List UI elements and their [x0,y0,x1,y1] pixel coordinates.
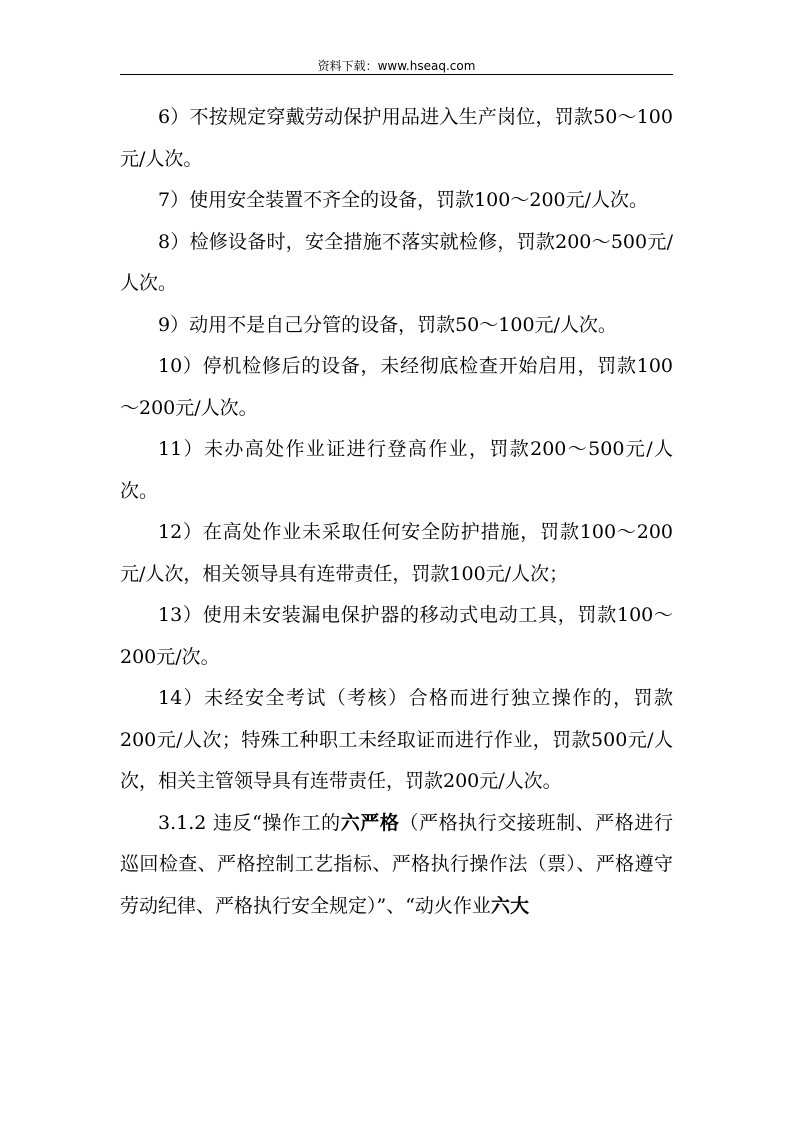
rule-item-13: 13）使用未安装漏电保护器的移动式电动工具，罚款100～200元/次。 [120,604,673,668]
rule-item-12: 12）在高处作业未采取任何安全防护措施，罚款100～200元/人次，相关领导具有连带责任，罚款100元/人次； [120,521,673,585]
section-bold-2: 六大 [490,894,529,917]
section-text-2: （严格执行交接班制、严格进行巡回检查、严格控制工艺指标、严格执行操作法（票）、严格遵守劳动纪律、严格执行安全规定）”、“动火作业 [120,811,673,917]
rule-item-7: 7）使用安全装置不齐全的设备，罚款100～200元/人次。 [158,189,649,211]
header-divider [120,74,673,75]
rule-item-9: 9）动用不是自己分管的设备，罚款50～100元/人次。 [158,313,617,336]
rule-item-6: 6）不按规定穿戴劳动保护用品进入生产岗位，罚款50～100元/人次。 [120,106,673,170]
document-body [120,97,673,927]
rule-item-14: 14）未经安全考试（考核）合格而进行独立操作的，罚款200元/人次；特殊工种职工未经取证而进行作业，罚款500元/人次，相关主管领导具有连带责任，罚款200元/人次。 [120,687,673,792]
section-3-1-2 [120,803,673,928]
section-text-1: 3.1.2 违反“操作工的 [158,811,341,834]
rule-item-8: 8）检修设备时，安全措施不落实就检修，罚款200～500元/人次。 [120,230,673,294]
rule-item-10: 10）停机检修后的设备，未经彻底检查开始启用，罚款100～200元/人次。 [120,355,673,419]
section-bold-1: 六严格 [340,811,400,834]
page-header: 资料下载：www.hseaq.com [317,59,476,73]
rule-item-11: 11）未办高处作业证进行登高作业，罚款200～500元/人次。 [120,438,673,502]
